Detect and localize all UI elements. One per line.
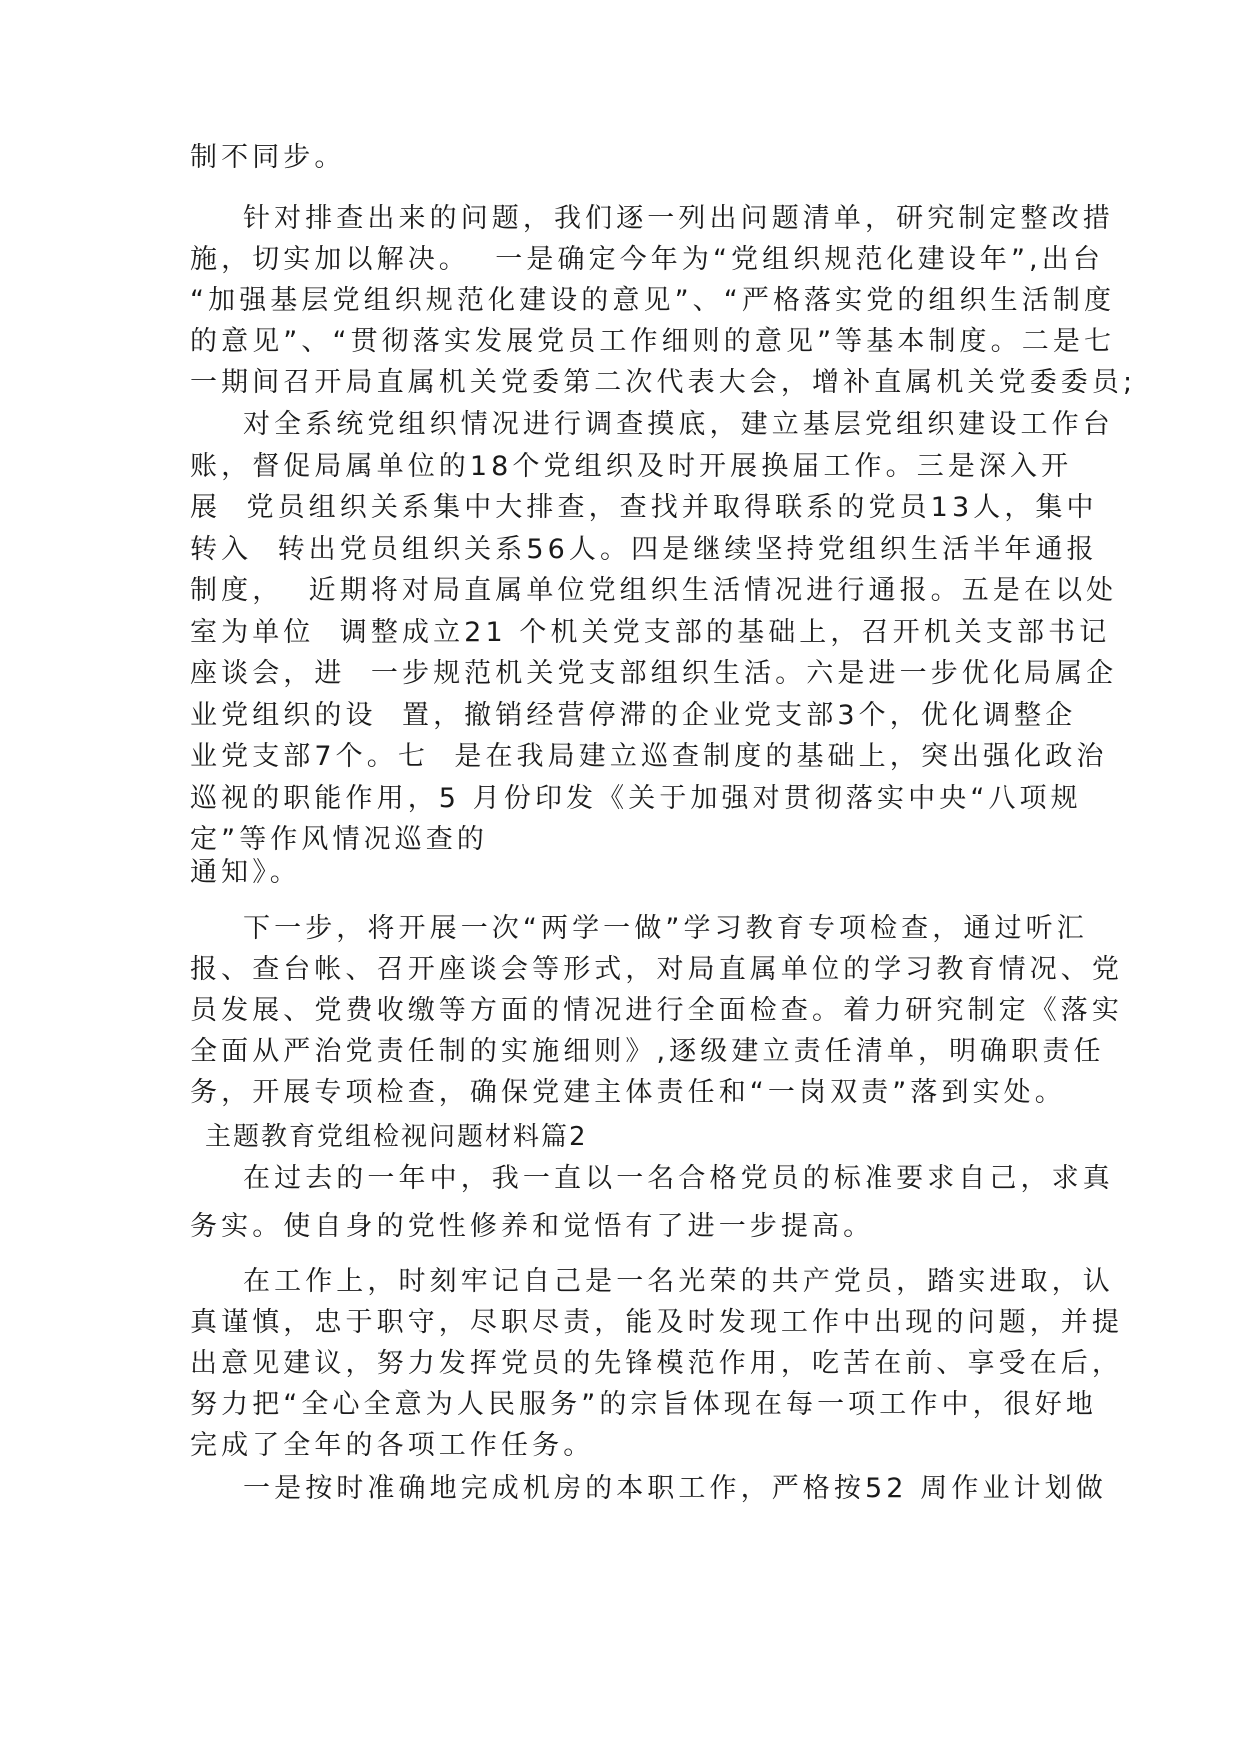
text-line: 完成了全年的各项工作任务。 [190, 1430, 595, 1461]
text-line: 努力把“全心全意为人民服务”的宗旨体现在每一项工作中，很好地 [190, 1389, 1097, 1420]
text-line: 出意见建议，努力发挥党员的先锋模范作用，吃苦在前、享受在后， [190, 1348, 1123, 1379]
text-line: 的意见”、“贯彻落实发展党员工作细则的意见”等基本制度。二是七 [190, 326, 1116, 357]
text-line: 务，开展专项检查，确保党建主体责任和“一岗双责”落到实处。 [190, 1077, 1066, 1108]
text-line: 一是按时准确地完成机房的本职工作，严格按52 周作业计划做 [243, 1473, 1107, 1504]
text-line: 报、查台帐、召开座谈会等形式，对局直属单位的学习教育情况、党 [190, 954, 1123, 985]
text-line: 业党组织的设 置，撤销经营停滞的企业党支部3个，优化调整企 [190, 700, 1077, 731]
text-line: 员发展、党费收缴等方面的情况进行全面检查。着力研究制定《落实 [190, 995, 1123, 1026]
text-line: 全面从严治党责任制的实施细则》,逐级建立责任清单，明确职责任 [190, 1036, 1105, 1067]
text-line: 在工作上，时刻牢记自己是一名光荣的共产党员，踏实进取，认 [243, 1266, 1114, 1297]
text-line: 业党支部7个。七 是在我局建立巡查制度的基础上，突出强化政治 [190, 741, 1108, 772]
text-line: 一期间召开局直属机关党委第二次代表大会，增补直属机关党委委员; [190, 367, 1137, 398]
text-line: 展 党员组织关系集中大排查，查找并取得联系的党员13人，集中 [190, 492, 1098, 523]
text-line: 通知》。 [190, 857, 301, 888]
text-line: 制不同步。 [190, 142, 346, 173]
text-line: 务实。使自身的党性修养和觉悟有了进一步提高。 [190, 1211, 875, 1242]
text-line: 制度， 近期将对局直属单位党组织生活情况进行通报。五是在以处 [190, 575, 1118, 606]
text-line: 在过去的一年中，我一直以一名合格党员的标准要求自己，求真 [243, 1163, 1114, 1194]
text-line: 转入 转出党员组织关系56人。四是继续坚持党组织生活半年通报 [190, 534, 1098, 565]
text-line: 账，督促局属单位的18个党组织及时开展换届工作。三是深入开 [190, 451, 1073, 482]
section-heading: 主题教育党组检视问题材料篇2 [205, 1122, 588, 1152]
text-line: 对全系统党组织情况进行调查摸底，建立基层党组织建设工作台 [243, 409, 1114, 440]
text-line: 针对排查出来的问题，我们逐一列出问题清单，研究制定整改措 [243, 203, 1114, 234]
text-line: 座谈会，进 一步规范机关党支部组织生活。六是进一步优化局属企 [190, 658, 1118, 689]
text-line: 施，切实加以解决。 一是确定今年为“党组织规范化建设年”,出台 [190, 244, 1104, 275]
text-line: 下一步，将开展一次“两学一做”学习教育专项检查，通过听汇 [243, 913, 1088, 944]
text-line: “加强基层党组织规范化建设的意见”、“严格落实党的组织生活制度 [190, 285, 1116, 316]
text-line: 真谨慎，忠于职守，尽职尽责，能及时发现工作中出现的问题，并提 [190, 1307, 1123, 1338]
text-line: 定”等作风情况巡查的 [190, 824, 488, 855]
text-line: 巡视的职能作用，5 月份印发《关于加强对贯彻落实中央“八项规 [190, 783, 1082, 814]
text-line: 室为单位 调整成立21 个机关党支部的基础上，召开机关支部书记 [190, 617, 1111, 648]
